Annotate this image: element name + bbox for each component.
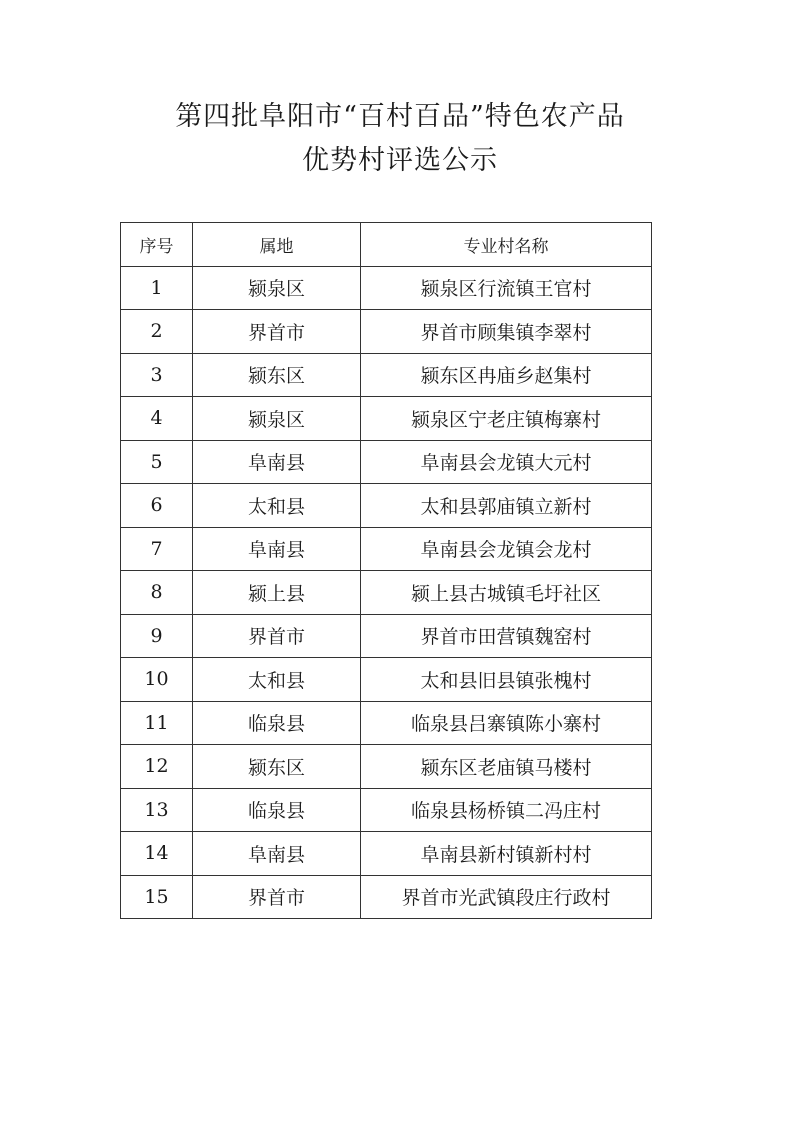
cell-location: 阜南县 <box>193 440 361 484</box>
cell-location: 颍泉区 <box>193 397 361 441</box>
village-table <box>120 222 652 919</box>
cell-location: 临泉县 <box>193 788 361 832</box>
cell-location: 界首市 <box>193 875 361 919</box>
table-row <box>121 353 652 397</box>
cell-serial-number: 3 <box>121 353 193 397</box>
cell-village-name: 颍东区老庙镇马楼村 <box>361 745 652 789</box>
cell-serial-number: 7 <box>121 527 193 571</box>
cell-location: 颍东区 <box>193 745 361 789</box>
table-row <box>121 658 652 702</box>
cell-village-name: 颍泉区宁老庄镇梅寨村 <box>361 397 652 441</box>
cell-location: 临泉县 <box>193 701 361 745</box>
cell-serial-number: 11 <box>121 701 193 745</box>
table-row <box>121 484 652 528</box>
cell-serial-number: 14 <box>121 832 193 876</box>
cell-location: 阜南县 <box>193 527 361 571</box>
header-village-name: 专业村名称 <box>361 223 652 267</box>
cell-location: 颍泉区 <box>193 266 361 310</box>
cell-location: 太和县 <box>193 658 361 702</box>
table-row <box>121 440 652 484</box>
cell-serial-number: 5 <box>121 440 193 484</box>
table-row <box>121 745 652 789</box>
cell-village-name: 阜南县新村镇新村村 <box>361 832 652 876</box>
cell-location: 界首市 <box>193 614 361 658</box>
cell-serial-number: 15 <box>121 875 193 919</box>
cell-serial-number: 6 <box>121 484 193 528</box>
document-title-line-2: 优势村评选公示 <box>302 145 498 176</box>
cell-village-name: 颍上县古城镇毛圩社区 <box>361 571 652 615</box>
cell-village-name: 太和县郭庙镇立新村 <box>361 484 652 528</box>
table-row <box>121 571 652 615</box>
table-header-row <box>121 223 652 267</box>
cell-village-name: 临泉县吕寨镇陈小寨村 <box>361 701 652 745</box>
cell-serial-number: 8 <box>121 571 193 615</box>
table-row <box>121 875 652 919</box>
document-title-line-1: 第四批阜阳市“百村百品”特色农产品 <box>175 101 625 132</box>
cell-village-name: 颍东区冉庙乡赵集村 <box>361 353 652 397</box>
cell-location: 阜南县 <box>193 832 361 876</box>
table-row <box>121 310 652 354</box>
cell-village-name: 界首市顾集镇李翠村 <box>361 310 652 354</box>
cell-serial-number: 12 <box>121 745 193 789</box>
cell-village-name: 阜南县会龙镇会龙村 <box>361 527 652 571</box>
table-row <box>121 701 652 745</box>
table-body <box>121 266 652 919</box>
table-header <box>121 223 652 267</box>
cell-village-name: 阜南县会龙镇大元村 <box>361 440 652 484</box>
header-serial-number: 序号 <box>121 223 193 267</box>
table-row <box>121 788 652 832</box>
cell-village-name: 颍泉区行流镇王官村 <box>361 266 652 310</box>
cell-location: 界首市 <box>193 310 361 354</box>
table-row <box>121 832 652 876</box>
cell-location: 颍东区 <box>193 353 361 397</box>
cell-serial-number: 2 <box>121 310 193 354</box>
table-row <box>121 614 652 658</box>
cell-village-name: 界首市光武镇段庄行政村 <box>361 875 652 919</box>
table-row <box>121 527 652 571</box>
header-location: 属地 <box>193 223 361 267</box>
cell-serial-number: 10 <box>121 658 193 702</box>
cell-village-name: 界首市田营镇魏窑村 <box>361 614 652 658</box>
cell-village-name: 太和县旧县镇张槐村 <box>361 658 652 702</box>
cell-serial-number: 13 <box>121 788 193 832</box>
cell-location: 太和县 <box>193 484 361 528</box>
cell-village-name: 临泉县杨桥镇二冯庄村 <box>361 788 652 832</box>
cell-serial-number: 1 <box>121 266 193 310</box>
cell-location: 颍上县 <box>193 571 361 615</box>
table-row <box>121 397 652 441</box>
table-row <box>121 266 652 310</box>
cell-serial-number: 9 <box>121 614 193 658</box>
cell-serial-number: 4 <box>121 397 193 441</box>
